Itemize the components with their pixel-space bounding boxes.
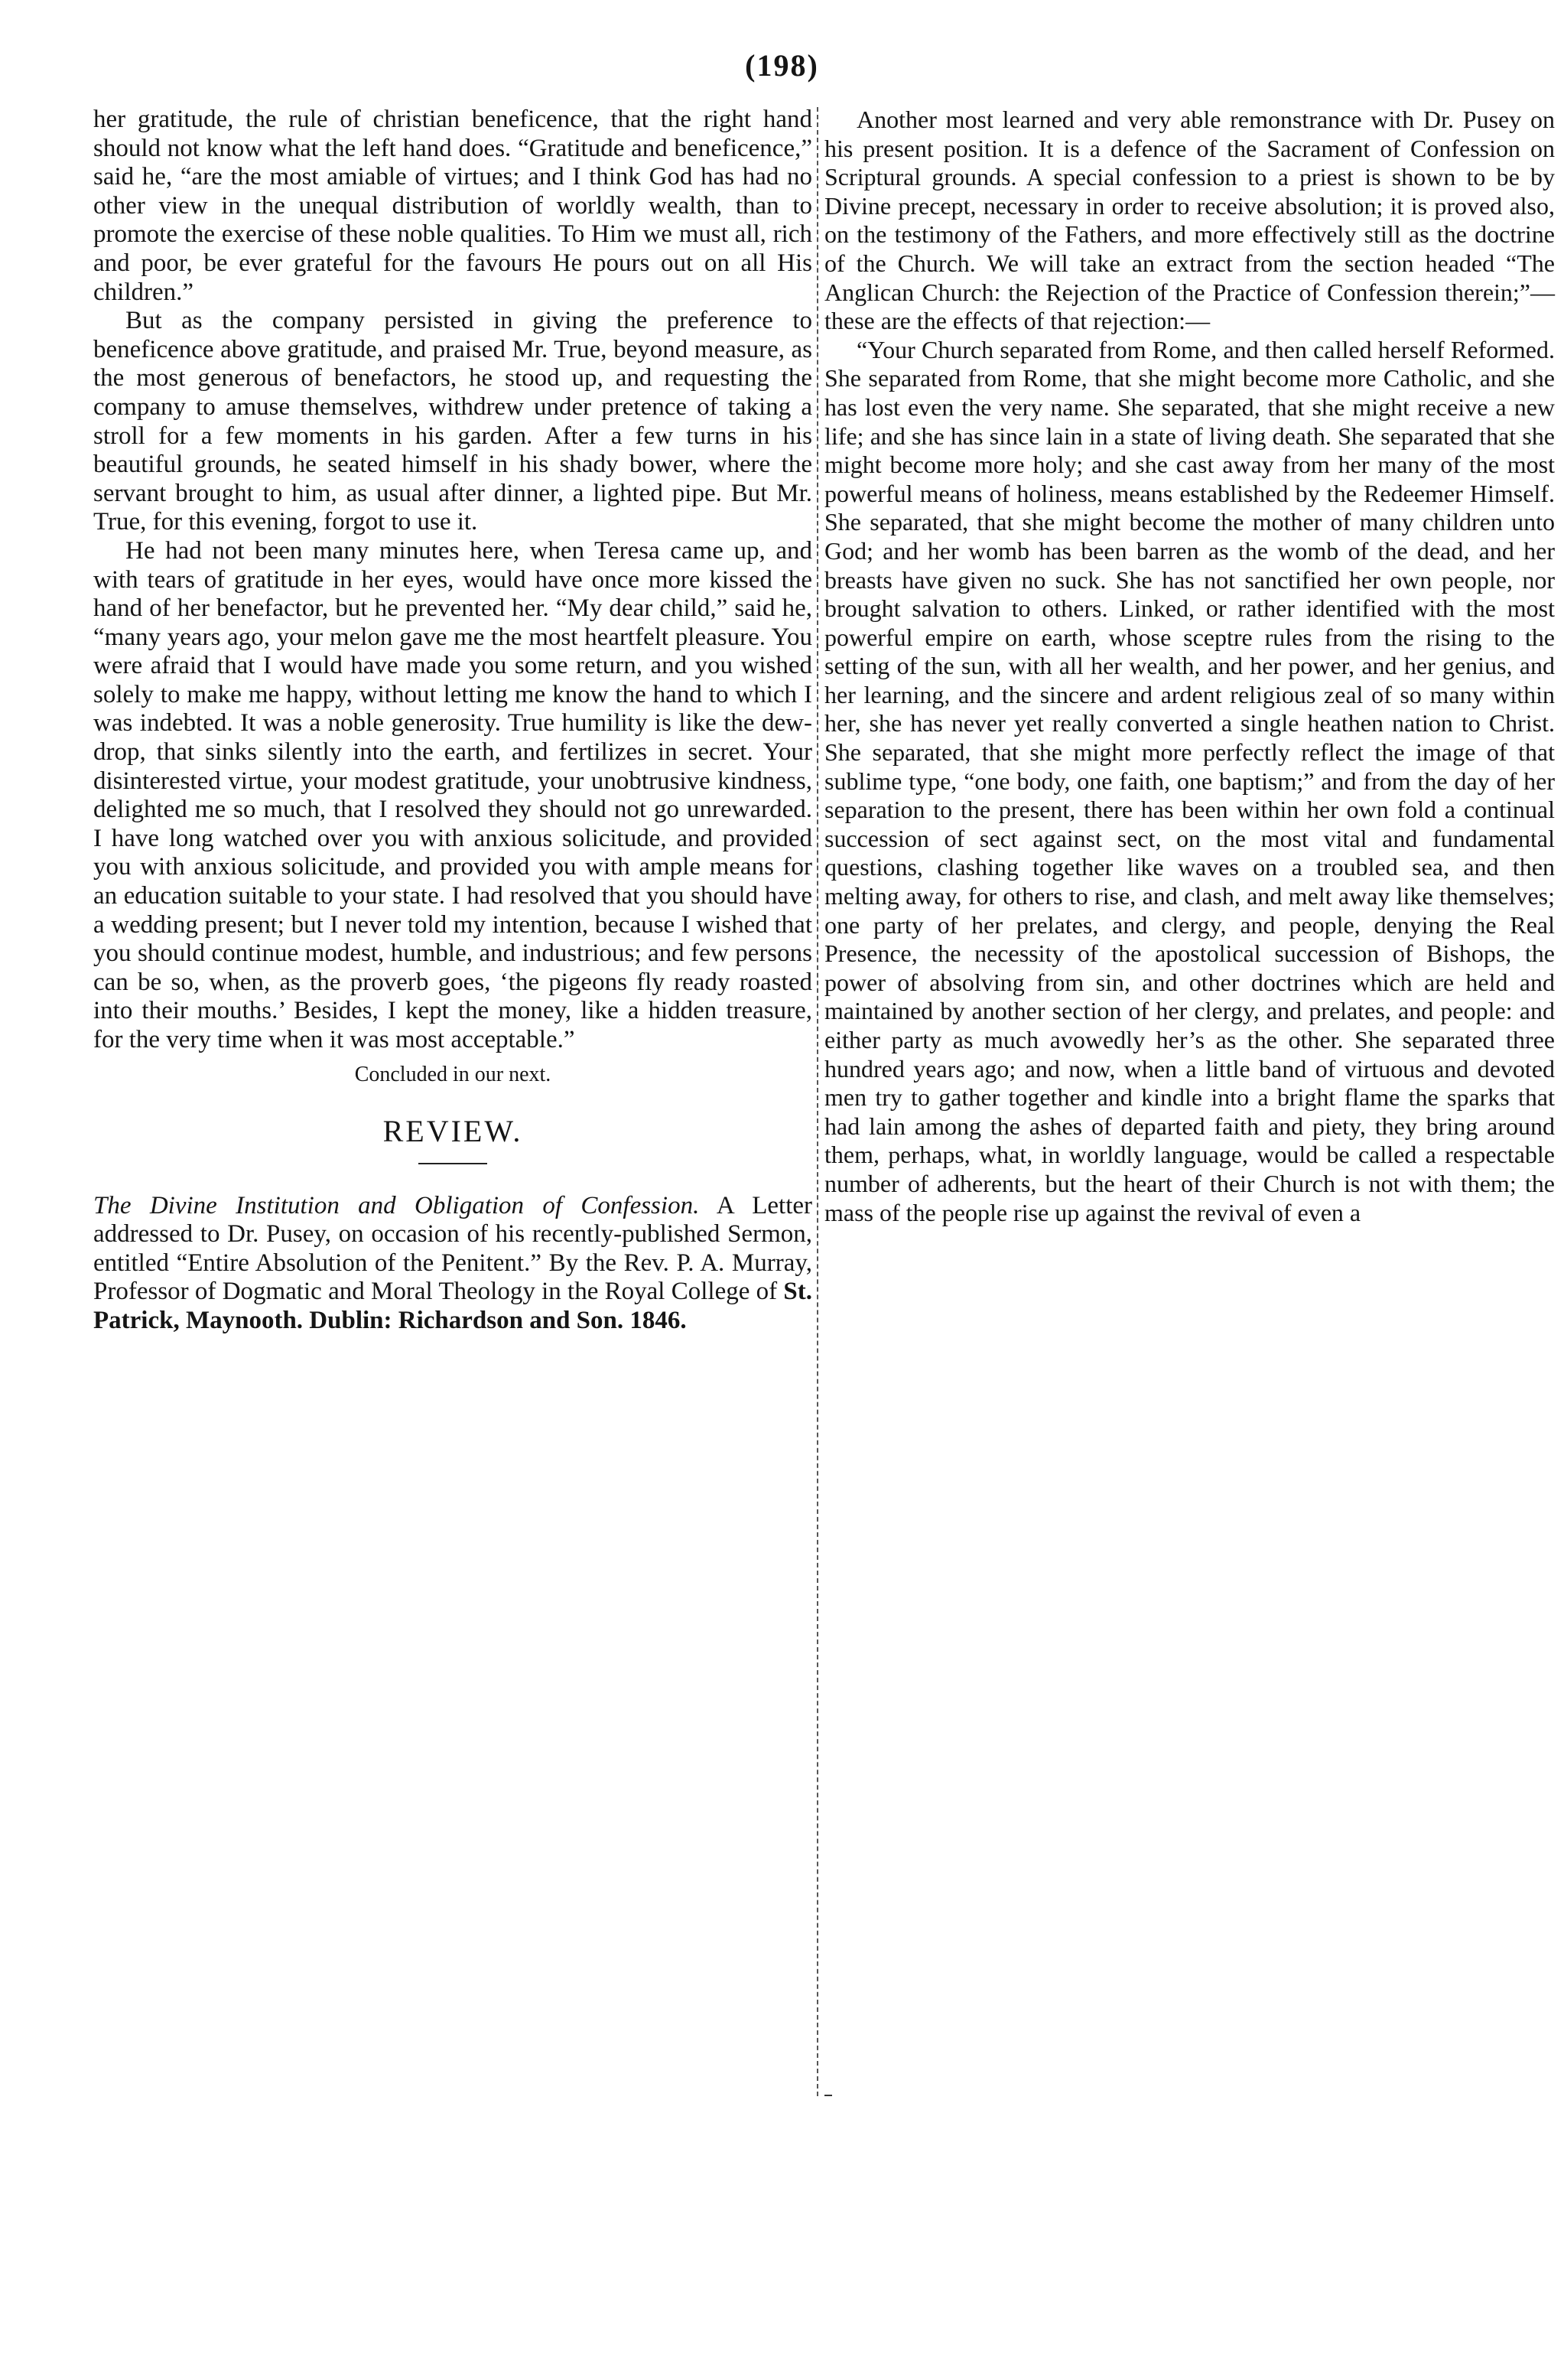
concluded-note: Concluded in our next.: [354, 1062, 551, 1086]
page-number: (198): [745, 48, 819, 83]
left-paragraph-1: her gratitude, the rule of christian beneficence, that the right hand should not know what the left hand does. “Gratitude and beneficence,” said he, “are the most amiable of virtues; and I think God has had no other view in the unequal distribution of worldly wealth, than to promote the exercise of these noble qualities. To Him we must all, rich and poor, be ever grateful for the favours He pours out on all His children.”: [93, 106, 812, 306]
review-book-title: The Divine Institution and Obligation of Confession.: [93, 1191, 700, 1219]
left-column: [93, 106, 812, 1336]
page-end-mark: [824, 2095, 832, 2096]
review-entry: [93, 1192, 812, 1336]
right-paragraph-2: “Your Church separated from Rome, and then called herself Reformed. She separated from Rome, that she might become more Catholic, and she has lost even the very name. She separated, that she might receive a new life; and she has since lain in a state of living death. She separated that she might become more holy; and she cast away from her many of the most powerful means of holiness, means established by the Redeemer Himself. She separated, that she might become the mother of many children unto God; and her womb has been barren as the womb of the dead, and her breasts have given no suck. She has not sanctified her own people, nor brought salvation to others. Linked, or rather identified with the most powerful empire on earth, whose sceptre rules from the rising to the setting of the sun, with all her wealth, and her power, and her genius, and her learning, and the sincere and ardent religious zeal of so many within her, she has never yet really converted a single heathen nation to Christ. She separated, that she might more perfectly reflect the image of that sublime type, “one body, one faith, one baptism;” and from the day of her separation to the present, there has been within her own fold a continual succession of sect against sect, on the most vital and fundamental questions, clashing together like waves on a troubled sea, and then melting away, for others to rise, and clash, and melt away like themselves; one party of her prelates, and clergy, and people, denying the Real Presence, the necessity of the apostolical succession of Bishops, the power of absolving from sin, and other doctrines which are held and maintained by another section of her clergy, and prelates, and people: and either party as much avowedly her’s as the other. She separated three hundred years ago; and now, when a little band of virtuous and devoted men try to gather together and kindle into a bright flame the sparks that had lain among the ashes of departed faith and piety, they bring around them, perhaps, what, in worldly language, would be called a respectable number of adherents, but the heart of their Church is not with them; the mass of the people rise up against the revival of even a: [824, 335, 1555, 1226]
left-paragraph-2: But as the company persisted in giving the preference to beneficence above gratitude, and praised Mr. True, beyond measure, as the most generous of benefactors, he stood up, and requesting the company to amuse themselves, withdrew under pretence of taking a stroll for a few moments in his garden. After a few turns in his beautiful grounds, he seated himself in his shady bower, where the servant brought to him, as usual after dinner, a lighted pipe. But Mr. True, for this evening, forgot to use it.: [93, 307, 812, 536]
review-imprint: St. Patrick, Maynooth. Dublin: Richardson and Son. 1846.: [93, 1278, 813, 1334]
right-column: [824, 106, 1555, 1227]
review-book-description: A Letter addressed to Dr. Pusey, on occasion of his recently-published Sermon, entitled “Entire Absolution of the Penitent.” By the Rev. P. A. Murray, Professor of Dogmatic and Moral Theology in the Royal College of: [93, 1191, 812, 1306]
left-paragraph-3: He had not been many minutes here, when Teresa came up, and with tears of gratitude in her eyes, would have once more kissed the hand of her benefactor, but he prevented her. “My dear child,” said he, “many years ago, your melon gave me the most heartfelt pleasure. You were afraid that I would have made you some return, and you wished solely to make me happy, without letting me know the hand to which I was indebted. It was a noble generosity. True humility is like the dew-drop, that sinks silently into the earth, and fertilizes in secret. Your disinterested virtue, your modest gratitude, your unobtrusive kindness, delighted me so much, that I resolved they should not go unrewarded. I have long watched over you with anxious solicitude, and provided you with anxious solicitude, and provided you with ample means for an education suitable to your state. I had resolved that you should have a wedding present; but I never told my intention, because I wished that you should continue modest, humble, and industrious; and few persons can be so, when, as the proverb goes, ‘the pigeons fly ready roasted into their mouths.’ Besides, I kept the money, like a hidden treasure, for the very time when it was most acceptable.”: [93, 536, 812, 1053]
review-heading: REVIEW.: [382, 1113, 523, 1148]
right-paragraph-1: Another most learned and very able remonstrance with Dr. Pusey on his present position. It is a defence of the Sacrament of Confession on Scriptural grounds. A special confession to a priest is shown to be by Divine precept, necessary in order to receive absolution; it is proved also, on the testimony of the Fathers, and more effectively still as the doctrine of the Church. We will take an extract from the section headed “The Anglican Church: the Rejection of the Practice of Confession therein;”—these are the effects of that rejection:—: [824, 106, 1555, 335]
column-divider: [817, 107, 818, 2096]
heading-rule: [418, 1163, 487, 1164]
